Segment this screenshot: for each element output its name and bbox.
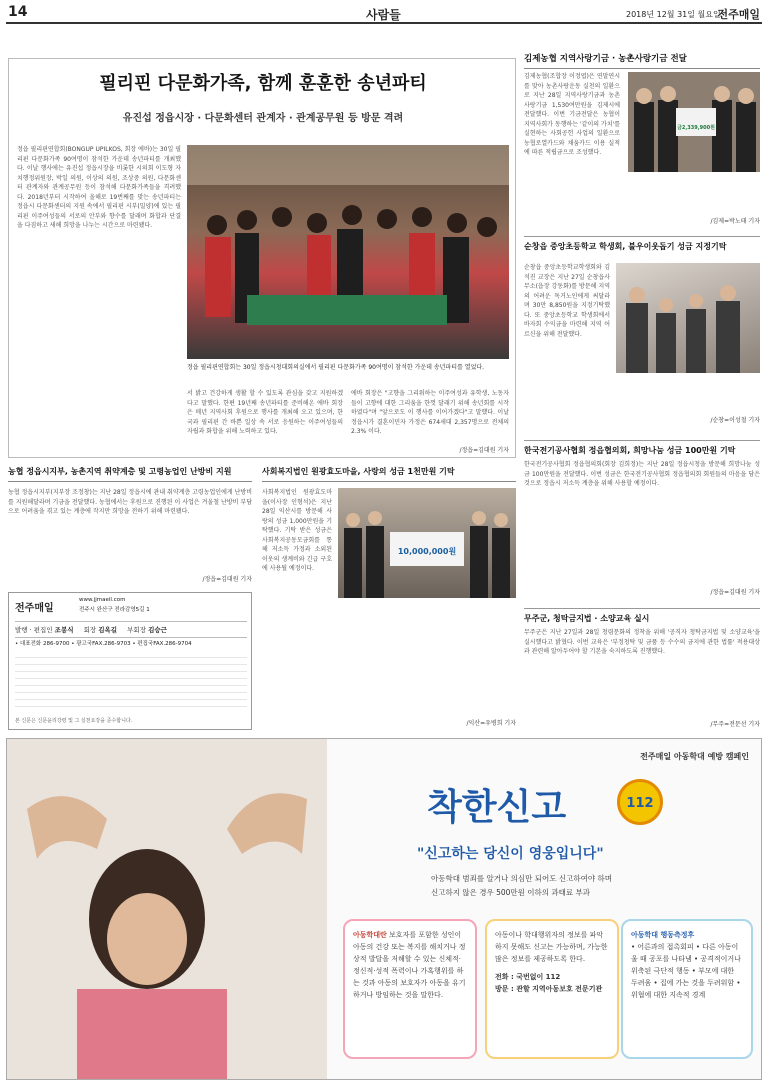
ad-desc-1: 아동학대 범죄를 알거나 의심만 되어도 신고하여야 하며 (431, 874, 612, 883)
ad-slogan: "신고하는 당신이 영웅입니다" (417, 846, 604, 862)
main-photo (187, 145, 509, 359)
ad-box-symptoms: 아동학대 행동측정후 • 어른과의 접촉회피 • 다른 아동이 울 때 공포를 나타냄 • 공격적이거나 위축된 극단적 행동 • 부모에 대한 두려움 • 집에 가는 것을 두려워함 • 위협에 대한 지속적 경계 (621, 919, 753, 1059)
story-gimje-filler (524, 184, 760, 214)
story-wonkwang-body: 사회복지법인 원광효도마을(이사장 인형석)은 지난 28일 익산시를 방문해 사랑의 성금 1,000만원을 기탁했다. 기탁 받은 성금은 사회복지공동모금회를 통해 저소득 가정과 소외된 이웃의 생계비와 긴급 구호에 사용될 예정이다. (262, 489, 332, 572)
story-gimje (524, 52, 760, 228)
main-column-2: 서 밝고 건강하게 생활 할 수 있도록 관심을 갖고 지원하겠다고 말했다. 한편 19년째 송년파티를 준비해온 에바 회장은 매년 지역사회 후원으로 행사를 개최해 오고 있으며, 한국과 필리핀 간 바쁜 일상 속 서로 응원하는 이주여성들의 자립과 화합을 위해 노력하고 있다. (187, 390, 343, 435)
story-sunchang (524, 236, 760, 428)
story-gimje-byline: /김제=박노태 기자 (710, 218, 760, 225)
masthead-url[interactable]: www.jjmaeil.com (79, 597, 126, 603)
story-muju-byline: /무주=전문선 기자 (710, 721, 760, 728)
story-electric-byline: /정읍=김대원 기자 (710, 589, 760, 596)
main-subheadline: 유진섭 정읍시장 · 다문화센터 관계자 · 관계공무원 등 방문 격려 (122, 113, 404, 124)
story-nonghyup-body: 농협 정읍시지부(지부장 조정창)는 지난 28일 정읍시에 관내 취약계층 고령농업인에게 난방비를 지원해달라며 기금을 전달했다. 농협에서는 후원으로 진행된 이 사업은 겨울철 난방비 부담으로 어려움을 겪고 있는 계층에 작지만 희망을 전하기 위해 마련됐다. (8, 489, 252, 515)
issue-date: 2018년 12월 31일 월요일 (626, 10, 721, 19)
section-title: 사람들 (366, 8, 401, 22)
ad-box-report: 아동이나 학대행위자의 정보를 파악하지 못해도 신고는 가능하며, 가능한 많은 정보를 제공하도록 한다. 전화 : 국번없이 112 방문 : 관할 지역아동보호 전문기관 (485, 919, 619, 1059)
ad-box-definition: 아동학대란 보호자를 포함한 성인이 아동의 건강 또는 복지를 해치거나 정상적 발달을 저해할 수 있는 신체적·정신적·성적 폭력이나 가혹행위를 하는 것과 아동의 보호자가 아동을 유기하거나 방임하는 것을 말한다. (343, 919, 477, 1059)
story-muju-title: 무주군, 청탁금지법 · 소양교육 실시 (524, 614, 650, 623)
party-photo-illustration (187, 145, 509, 359)
masthead (8, 592, 252, 730)
story-electric-title: 한국전기공사협회 정읍협의회, 희망나눔 성금 100만원 기탁 (524, 446, 736, 455)
masthead-address: 전주시 완산구 전라감영5길 1 (79, 607, 150, 613)
story-sunchang-photo (616, 263, 760, 373)
page-header (6, 4, 762, 24)
main-story (8, 58, 516, 458)
masthead-footer: 본 신문은 신문윤리강령 및 그 실천요강을 준수합니다. (15, 718, 133, 724)
masthead-phones: • 대표전화 286-9700 • 광고국FAX.286-9703 • 편집국FAX.286-9704 (15, 641, 192, 647)
main-column-1: 정읍 필리핀연합회(BONGUP UPILKOS, 회장 에바)는 30일 필리핀 다문화가족 90여명이 참석한 가운데 송년파티를 개최했다. 이날 행사에는 유진섭 정읍시장을 비롯한 시의회 이도형 자치행정위원장, 박일 의원, 이상의 의원, 조상중 의원, 다문화센터 관계자와 관계공무원 등이 참석해 다문화가족들을 격려했다. 2018년부터 시작하여 올해로 19번째를 맞는 송년파티는 정읍시 다문화센터의 지원 속에서 필리핀 시부(밀양)에 있는 필리핀 이주여성들의 서로의 안부와 향수를 달래며 화합과 단결을 다짐하고 새해 희망을 나누는 시간으로 마련됐다. (17, 146, 181, 229)
story-muju-body: 무주군은 지난 27일과 28일 청렴문화의 정착을 위해 '공직자 청탁금지법 및 소양교육'을 실시했다고 밝혔다. 이번 교육은 '부정청탁 및 금품 등 수수의 금지에 관한 법률' 적용대상과 관련해 알아두어야 할 기본을 숙지하도록 진행했다. (524, 629, 760, 655)
story-nonghyup-title: 농협 정읍시지부, 농촌지역 취약계층 및 고령농업인 난방비 지원 (8, 466, 252, 482)
masthead-name: 전주매일 (15, 603, 54, 614)
story-electric-body: 한국전기공사협회 정읍협의회(회장 김희정)는 지난 28일 정읍시청을 방문해 희망나눔 성금 100만원을 전달했다. 이번 성금은 한국전기공사협회 정읍협의회 회원들의 마음을 담은 것으로 정읍시 저소득 계층을 위해 사용할 예정이다. (524, 461, 760, 487)
ad-title: 착한신고 (427, 787, 567, 828)
story-wonkwang-photo (338, 488, 516, 598)
ad-girl-illustration (7, 739, 327, 1080)
main-byline: /정읍=김대원 기자 (459, 447, 509, 454)
story-wonkwang-check-amount: 10,000,000원 (397, 547, 457, 556)
story-sunchang-byline: /순창=이성철 기자 (710, 417, 760, 424)
story-nonghyup-byline: /정읍=김대원 기자 (202, 576, 252, 583)
story-wonkwang-filler (262, 642, 516, 716)
story-wonkwang-byline: /익산=우병희 기자 (466, 720, 516, 727)
story-sunchang-title: 순창읍 중앙초등학교 학생회, 불우이웃돕기 성금 지정기탁 (524, 242, 727, 251)
masthead-staff: 발행 · 편집인 조봉식 회장 김옥길 부회장 김승근 (15, 621, 247, 638)
main-headline: 필리핀 다문화가족, 함께 훈훈한 송년파티 (99, 73, 427, 94)
story-gimje-check-amount: 금2,339,900원 (677, 125, 715, 131)
story-gimje-body: 김제농협(조합장 이정엽)은 연말연시를 맞아 농촌사랑운동 실천의 일환으로 지난 28일 지역사랑기금과 농촌사랑기금 1,530여만원을 김제시에 전달했다. 이번 기금전달은 농협이 지역사회가 동행하는 '같이의 가치'를 실현하는 사회공헌 사업의 일환으로 농협로열카드와 채움카드 이용 실적에 따른 적립금으로 조성했다. (524, 73, 620, 156)
masthead-directory (15, 651, 247, 711)
story-gimje-photo (628, 72, 760, 172)
story-wonkwang (262, 466, 516, 730)
story-nonghyup (8, 466, 252, 586)
main-column-3: 에바 회장은 "고향을 그리워하는 이주여성과 유학생, 노동자들이 고향에 대한 그리움을 한껏 달래기 위해 송년회를 시작하였다"며 "앞으로도 이 행사를 이어가겠다"고 말했다. 이날 정읍시가 결혼이민자 가정은 674세대 2,357명으로 전체의 2.3% 이다. (351, 390, 509, 435)
ad-desc-2: 신고하지 않은 경우 500만원 이하의 과태료 부과 (431, 888, 591, 897)
story-muju (524, 608, 760, 730)
ad-112-badge: 112 (617, 779, 663, 825)
page-number: 14 (8, 4, 28, 20)
ad-sponsor: 전주매일 아동학대 예방 캠페인 (640, 752, 749, 761)
story-gimje-title: 김제농협 지역사랑기금 · 농촌사랑기금 전달 (524, 52, 760, 69)
story-sunchang-body: 순창읍 중앙초등학교학생회와 김석진 교장은 지난 27일 순창읍사무소(읍장 강동화)를 방문해 지역의 어려운 독거노인에게 써달라며 30만 8,850원을 지정기탁했다. 또 중앙초등학교 학생회에서 바자회 수익금을 마련해 지역 어르신을 위해 전달했다. (524, 264, 610, 338)
photo-caption: 정읍 필리핀연합회는 30일 정읍시청대회의실에서 필리핀 다문화가족 90여명이 참석한 가운데 송년파티를 열었다. (187, 364, 485, 371)
story-electric (524, 440, 760, 600)
paper-name: 전주매일 (717, 8, 760, 21)
story-wonkwang-title: 사회복지법인 원광효도마을, 사랑의 성금 1천만원 기탁 (262, 466, 516, 482)
campaign-ad (6, 738, 762, 1080)
